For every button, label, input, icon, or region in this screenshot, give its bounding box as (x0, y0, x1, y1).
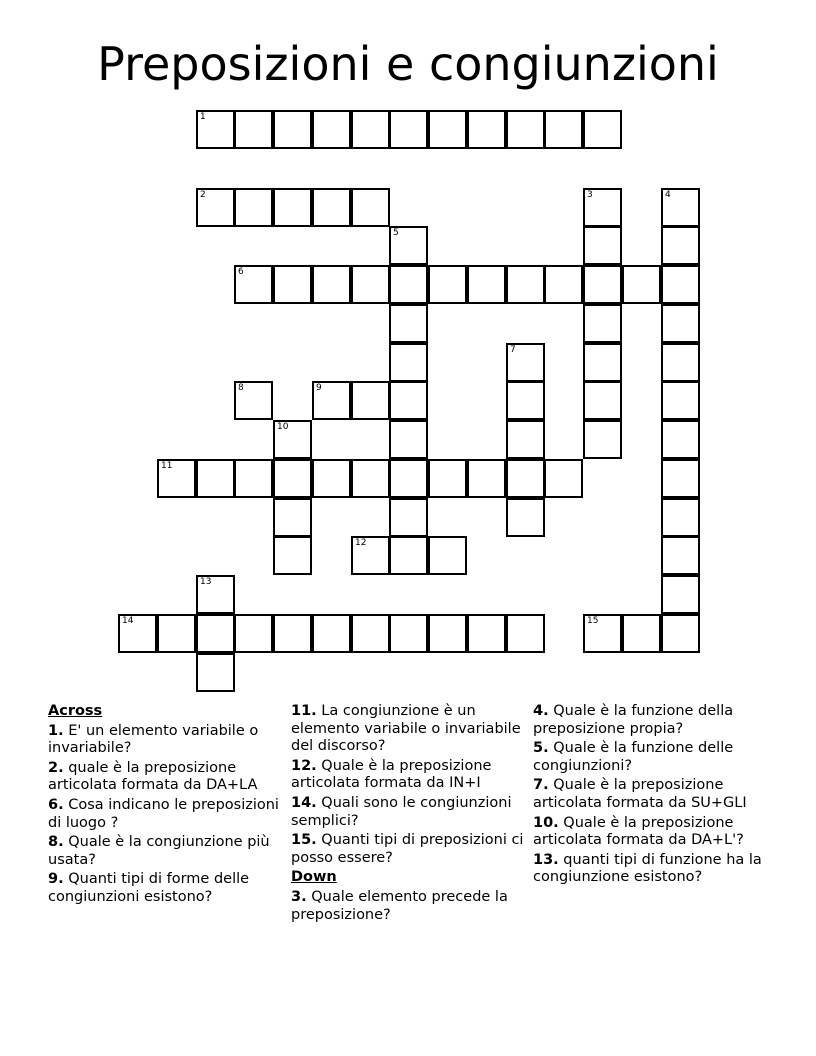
grid-cell[interactable] (389, 498, 428, 537)
grid-cell[interactable] (351, 459, 390, 498)
grid-cell[interactable] (389, 226, 428, 265)
clue-text: Quale è la preposizione articolata formata da SU+GLI (533, 777, 747, 811)
grid-cell[interactable] (196, 575, 235, 614)
clue-number: 12. (291, 757, 317, 774)
grid-cell[interactable] (661, 343, 700, 382)
grid-cell[interactable] (661, 614, 700, 653)
clue-number: 3. (291, 888, 307, 905)
grid-cell[interactable] (351, 614, 390, 653)
grid-cell[interactable] (622, 265, 661, 304)
clue (533, 703, 773, 738)
cell-number: 3 (587, 190, 593, 200)
clue-number: 9. (48, 871, 64, 888)
clue (48, 834, 284, 869)
clue-number: 4. (533, 703, 549, 719)
clue-number: 11. (291, 703, 317, 719)
grid-cell[interactable] (389, 343, 428, 382)
page-title: Preposizioni e congiunzioni (97, 37, 719, 91)
clue-number: 1. (48, 722, 64, 739)
grid-cell[interactable] (157, 614, 196, 653)
cell-number: 5 (393, 228, 399, 238)
grid-cell[interactable] (351, 110, 390, 149)
clue-text: quale è la preposizione articolata formata da DA+LA (48, 759, 258, 794)
clue-number: 15. (291, 832, 317, 849)
cell-number: 13 (200, 577, 212, 587)
clue (48, 760, 284, 795)
clue-text: Quanti tipi di forme delle congiunzioni esistono? (48, 871, 250, 905)
grid-cell[interactable] (196, 110, 235, 149)
grid-cell[interactable] (506, 459, 545, 498)
cell-number: 9 (316, 383, 322, 393)
grid-cell[interactable] (389, 381, 428, 420)
clue-number: 2. (48, 759, 64, 776)
grid-cell[interactable] (273, 110, 312, 149)
grid-cell[interactable] (467, 614, 506, 653)
clue (533, 852, 773, 887)
clue-text: Quale è la congiunzione più usata? (48, 834, 270, 868)
grid-cell[interactable] (389, 265, 428, 304)
clue (291, 795, 527, 830)
grid-cell[interactable] (622, 614, 661, 653)
clue-text: Quale elemento precede la preposizione? (291, 888, 508, 923)
clues-column-1 (48, 703, 284, 909)
grid-cell[interactable] (428, 110, 467, 149)
clue-text: La congiunzione è un elemento variabile o invariabile del discorso? (291, 703, 521, 755)
grid-cell[interactable] (312, 614, 351, 653)
grid-cell[interactable] (661, 536, 700, 575)
clue (291, 703, 527, 756)
grid-cell[interactable] (661, 304, 700, 343)
clue-text: Quanti tipi di preposizioni ci posso essere? (291, 832, 524, 866)
clue (291, 889, 527, 924)
grid-cell[interactable] (583, 226, 622, 265)
grid-cell[interactable] (583, 265, 622, 304)
grid-cell[interactable] (506, 498, 545, 537)
clue-text: Quali sono le congiunzioni semplici? (291, 794, 512, 829)
cell-number: 10 (277, 422, 289, 432)
grid-cell[interactable] (351, 381, 390, 420)
grid-cell[interactable] (661, 498, 700, 537)
clue-text: Quale è la funzione della preposizione propia? (533, 703, 734, 737)
grid-cell[interactable] (351, 536, 390, 575)
grid-cell[interactable] (506, 420, 545, 459)
grid-cell[interactable] (234, 188, 273, 227)
clue-number: 10. (533, 814, 559, 831)
grid-cell[interactable] (544, 110, 583, 149)
grid-cell[interactable] (273, 536, 312, 575)
grid-cell[interactable] (351, 265, 390, 304)
cell-number: 15 (587, 616, 599, 626)
grid-cell[interactable] (196, 188, 235, 227)
grid-cell[interactable] (583, 614, 622, 653)
grid-cell[interactable] (583, 420, 622, 459)
grid-cell[interactable] (583, 110, 622, 149)
clue (48, 797, 284, 832)
across-heading: Across (48, 703, 103, 719)
grid-cell[interactable] (234, 614, 273, 653)
clue (533, 815, 773, 850)
clue-number: 6. (48, 796, 64, 813)
grid-cell[interactable] (389, 304, 428, 343)
grid-cell[interactable] (583, 188, 622, 227)
grid-cell[interactable] (661, 459, 700, 498)
grid-cell[interactable] (273, 265, 312, 304)
grid-cell[interactable] (428, 614, 467, 653)
grid-cell[interactable] (312, 265, 351, 304)
cell-number: 14 (122, 616, 134, 626)
grid-cell[interactable] (389, 110, 428, 149)
grid-cell[interactable] (312, 459, 351, 498)
clue (291, 832, 527, 867)
grid-cell[interactable] (467, 459, 506, 498)
clue (48, 871, 284, 906)
grid-cell[interactable] (312, 110, 351, 149)
clue-text: E' un elemento variabile o invariabile? (48, 722, 259, 757)
grid-cell[interactable] (661, 381, 700, 420)
grid-cell[interactable] (234, 381, 273, 420)
cell-number: 7 (510, 345, 516, 355)
clue-text: Quale è la preposizione articolata formata da DA+L'? (533, 814, 744, 849)
cell-number: 8 (238, 383, 244, 393)
grid-cell[interactable] (196, 614, 235, 653)
grid-cell[interactable] (312, 381, 351, 420)
clues-column-2 (291, 703, 527, 926)
clue-number: 8. (48, 834, 64, 851)
grid-cell[interactable] (428, 536, 467, 575)
grid-cell[interactable] (661, 265, 700, 304)
grid-cell[interactable] (351, 188, 390, 227)
clue (48, 723, 284, 758)
clue-number: 14. (291, 794, 317, 811)
clue-text: quanti tipi di funzione ha la congiunzione esistono? (533, 851, 762, 886)
grid-cell[interactable] (234, 110, 273, 149)
grid-cell[interactable] (273, 498, 312, 537)
clue-number: 7. (533, 777, 549, 794)
grid-cell[interactable] (544, 265, 583, 304)
cell-number: 11 (161, 461, 173, 471)
grid-cell[interactable] (273, 459, 312, 498)
grid-cell[interactable] (661, 575, 700, 614)
cell-number: 1 (200, 112, 206, 122)
clues-column-3 (533, 703, 773, 889)
grid-cell[interactable] (583, 304, 622, 343)
clue-text: Cosa indicano le preposizioni di luogo ? (48, 796, 279, 831)
grid-cell[interactable] (661, 188, 700, 227)
grid-cell[interactable] (583, 381, 622, 420)
grid-cell[interactable] (467, 265, 506, 304)
grid-cell[interactable] (196, 653, 235, 692)
grid-cell[interactable] (234, 265, 273, 304)
grid-cell[interactable] (389, 420, 428, 459)
down-heading: Down (291, 869, 337, 886)
grid-cell[interactable] (506, 343, 545, 382)
clue (533, 777, 773, 812)
cell-number: 4 (665, 190, 671, 200)
grid-cell[interactable] (273, 420, 312, 459)
cell-number: 6 (238, 267, 244, 277)
grid-cell[interactable] (312, 188, 351, 227)
clue-number: 13. (533, 851, 559, 868)
grid-cell[interactable] (234, 459, 273, 498)
cell-number: 12 (355, 538, 367, 548)
grid-cell[interactable] (196, 459, 235, 498)
grid-cell[interactable] (428, 265, 467, 304)
clue-text: Quale è la funzione delle congiunzioni? (533, 740, 734, 774)
grid-cell[interactable] (544, 459, 583, 498)
clue (533, 740, 773, 775)
grid-cell[interactable] (157, 459, 196, 498)
grid-cell[interactable] (118, 614, 157, 653)
grid-cell[interactable] (506, 614, 545, 653)
grid-cell[interactable] (661, 420, 700, 459)
grid-cell[interactable] (506, 110, 545, 149)
grid-cell[interactable] (389, 459, 428, 498)
grid-cell[interactable] (661, 226, 700, 265)
grid-cell[interactable] (273, 614, 312, 653)
clue-text: Quale è la preposizione articolata formata da IN+I (291, 757, 492, 792)
grid-cell[interactable] (506, 265, 545, 304)
grid-cell[interactable] (506, 381, 545, 420)
cell-number: 2 (200, 190, 206, 200)
grid-cell[interactable] (389, 536, 428, 575)
grid-cell[interactable] (273, 188, 312, 227)
grid-cell[interactable] (389, 614, 428, 653)
grid-cell[interactable] (467, 110, 506, 149)
grid-cell[interactable] (428, 459, 467, 498)
grid-cell[interactable] (583, 343, 622, 382)
clue-number: 5. (533, 740, 549, 757)
clue (291, 758, 527, 793)
